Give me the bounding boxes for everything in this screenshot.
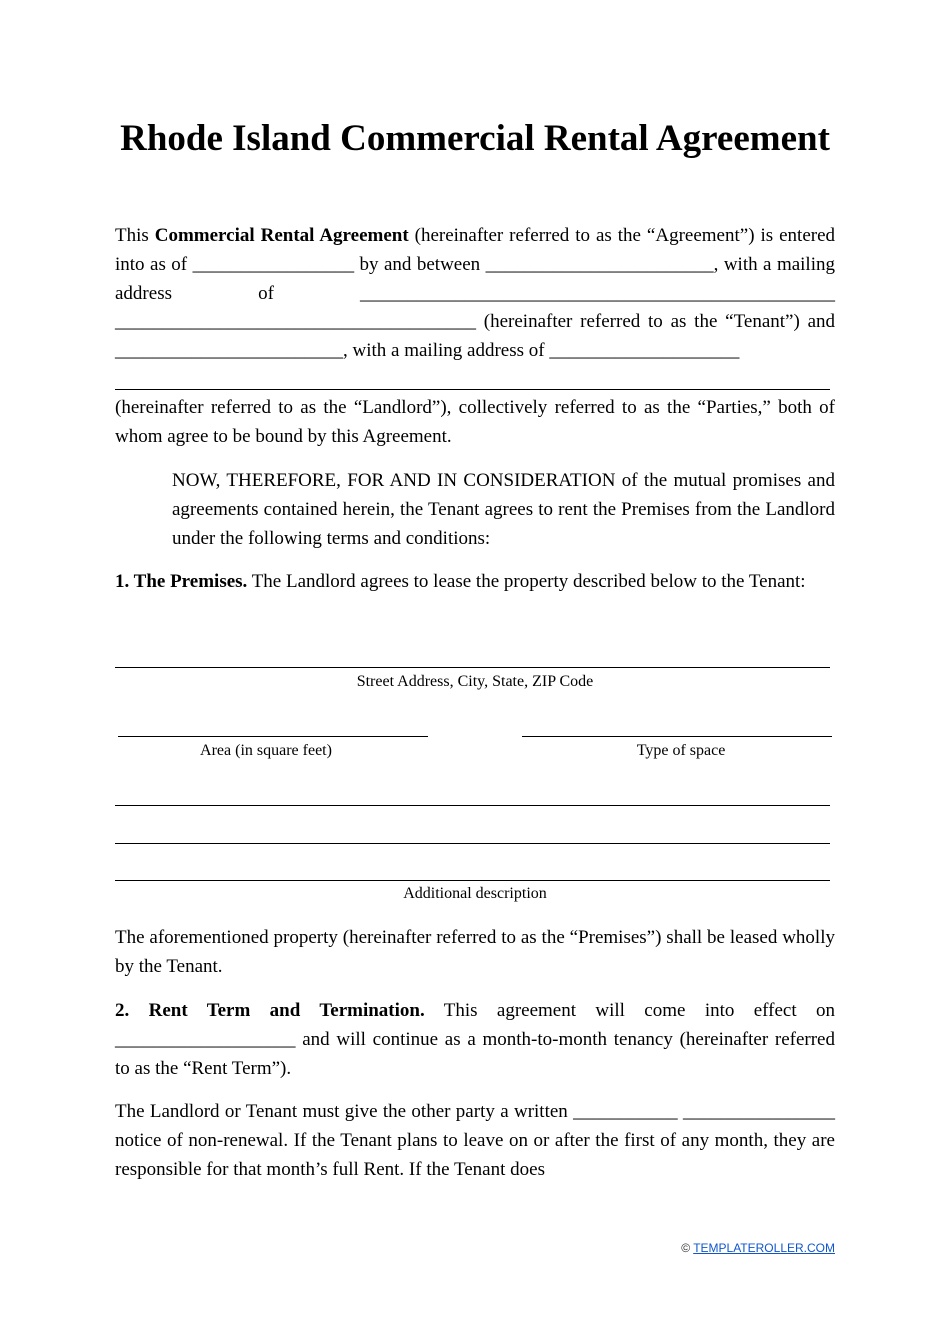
landlord-paragraph: (hereinafter referred to as the “Landlord”), collectively referred to as the “Parties,” both of whom agree to be bound by this Agreement. — [115, 397, 835, 447]
description-blank-line-2 — [115, 843, 830, 844]
section-1-text: The Landlord agrees to lease the property described below to the Tenant: — [247, 571, 806, 592]
section-2-text: This agreement will come into effect on ___________________ and will continue as a month-to-month tenancy (hereinafter referred to as the “Rent Term”). — [115, 1000, 836, 1079]
document-title: Rhode Island Commercial Rental Agreement — [120, 118, 830, 159]
description-caption: Additional description — [403, 885, 547, 902]
area-caption: Area (in square feet) — [200, 742, 332, 759]
section-1-paragraph — [115, 568, 835, 597]
premises-paragraph: The aforementioned property (hereinafter referred to as the “Premises”) shall be leased wholly by the Tenant. — [115, 927, 835, 977]
intro-text-a: This — [115, 225, 155, 246]
type-caption: Type of space — [636, 742, 726, 759]
footer-credit — [681, 1241, 835, 1255]
section-2-heading: 2. Rent Term and Termination. — [115, 1000, 425, 1021]
type-blank-line — [522, 736, 832, 737]
section-2-paragraph — [115, 997, 835, 1083]
intro-blank-line — [115, 389, 830, 390]
address-caption: Street Address, City, State, ZIP Code — [356, 673, 594, 690]
copyright-symbol: © — [681, 1241, 691, 1255]
notice-paragraph: The Landlord or Tenant must give the other party a written ___________ ________________ notice of non-renewal. If the Tenant plans to leave on or after the first of any month, they are responsible for that month’s full Rent. If the Tenant does — [115, 1101, 835, 1180]
templateroller-link[interactable]: TEMPLATEROLLER.COM — [693, 1241, 835, 1255]
consideration-paragraph: NOW, THEREFORE, FOR AND IN CONSIDERATION of the mutual promises and agreements contained herein, the Tenant agrees to rent the Premises from the Landlord under the following terms and conditions: — [172, 470, 835, 549]
description-blank-line-3 — [115, 880, 830, 881]
description-blank-line-1 — [115, 805, 830, 806]
section-1-heading: 1. The Premises. — [115, 571, 248, 592]
address-blank-line — [115, 667, 830, 668]
area-blank-line — [118, 736, 428, 737]
intro-paragraph — [115, 222, 835, 366]
intro-text-b: (hereinafter referred to as the “Agreement”) is entered into as of _________________ by and between ________________________, with a mailing address of __________________________________________________ ______________________________________ (hereinafter referred to as the “Tenant”) and ________________________, with a mailing address of ____________________ — [115, 225, 836, 362]
intro-bold-term: Commercial Rental Agreement — [154, 225, 409, 246]
